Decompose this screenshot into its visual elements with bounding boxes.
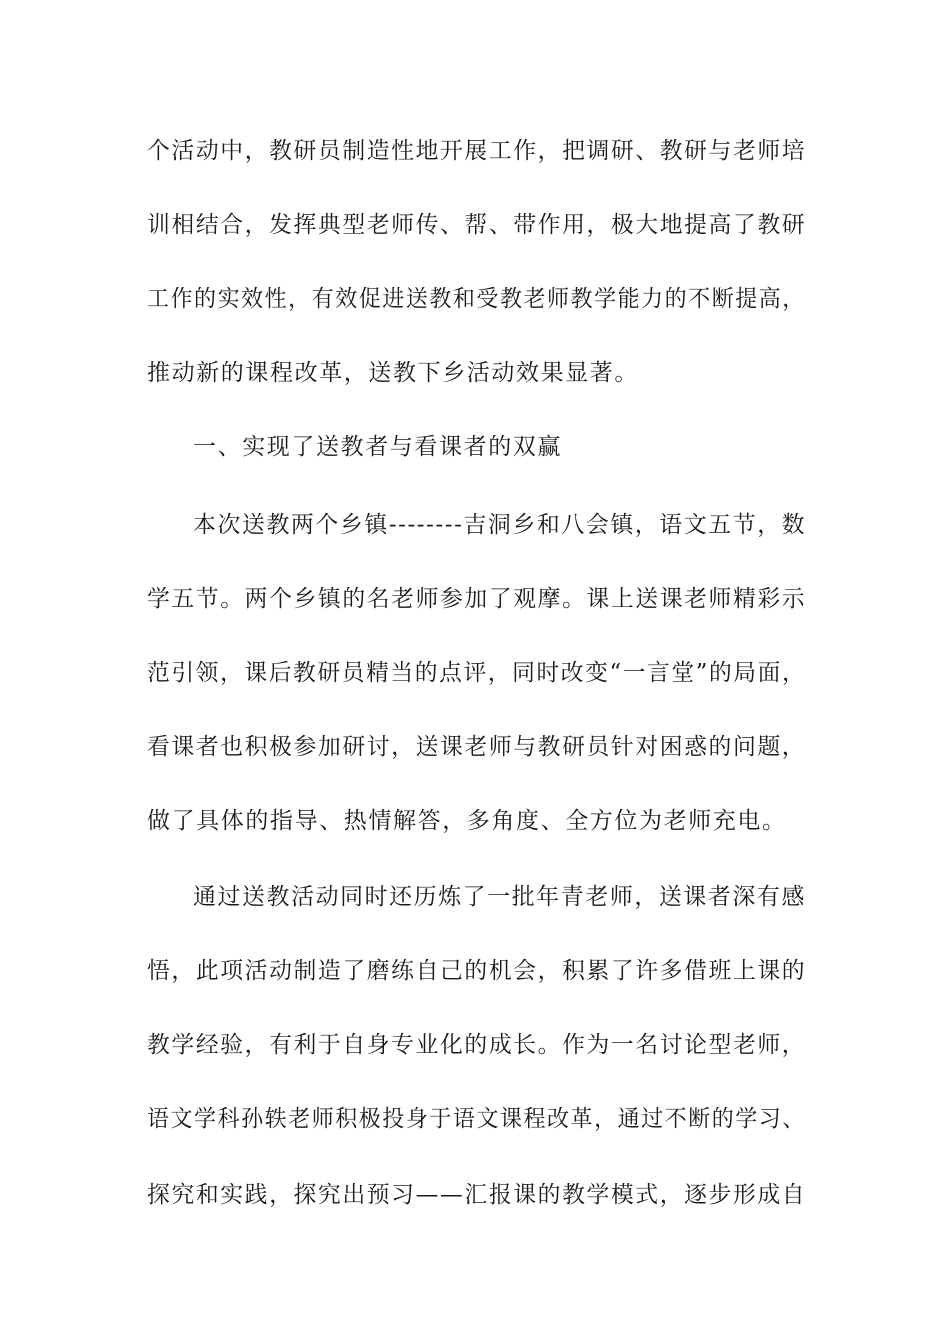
paragraph-line: 训相结合，发挥典型老师传、帮、带作用，极大地提高了教研 <box>147 212 807 238</box>
paragraph-line: 做了具体的指导、热情解答，多角度、全方位为老师充电。 <box>147 808 787 834</box>
paragraph-line: 范引领，课后教研员精当的点评，同时改变“一言堂”的局面， <box>147 660 807 686</box>
section-heading: 一、实现了送教者与看课者的双赢 <box>193 434 562 460</box>
paragraph-line: 个活动中，教研员制造性地开展工作，把调研、教研与老师培 <box>147 138 807 164</box>
paragraph-line: 探究和实践，探究出预习——汇报课的教学模式，逐步形成自 <box>147 1182 807 1208</box>
paragraph-line: 推动新的课程改革，送教下乡活动效果显著。 <box>147 360 639 386</box>
paragraph-line: 通过送教活动同时还历炼了一批年青老师，送课者深有感 <box>193 884 806 910</box>
paragraph-line: 学五节。两个乡镇的名老师参加了观摩。课上送课老师精彩示 <box>147 586 807 612</box>
paragraph-line: 教学经验，有利于自身专业化的成长。作为一名讨论型老师， <box>147 1032 807 1058</box>
paragraph-line: 工作的实效性，有效促进送教和受教老师教学能力的不断提高， <box>147 286 806 312</box>
paragraph-line: 本次送教两个乡镇--------吉洞乡和八会镇，语文五节，数 <box>193 512 807 538</box>
paragraph-line: 语文学科孙轶老师积极投身于语文课程改革，通过不断的学习、 <box>147 1106 806 1132</box>
paragraph-line: 悟，此项活动制造了磨练自己的机会，积累了许多借班上课的 <box>147 958 807 984</box>
paragraph-line: 看课者也积极参加研讨，送课老师与教研员针对困惑的问题， <box>147 734 807 760</box>
